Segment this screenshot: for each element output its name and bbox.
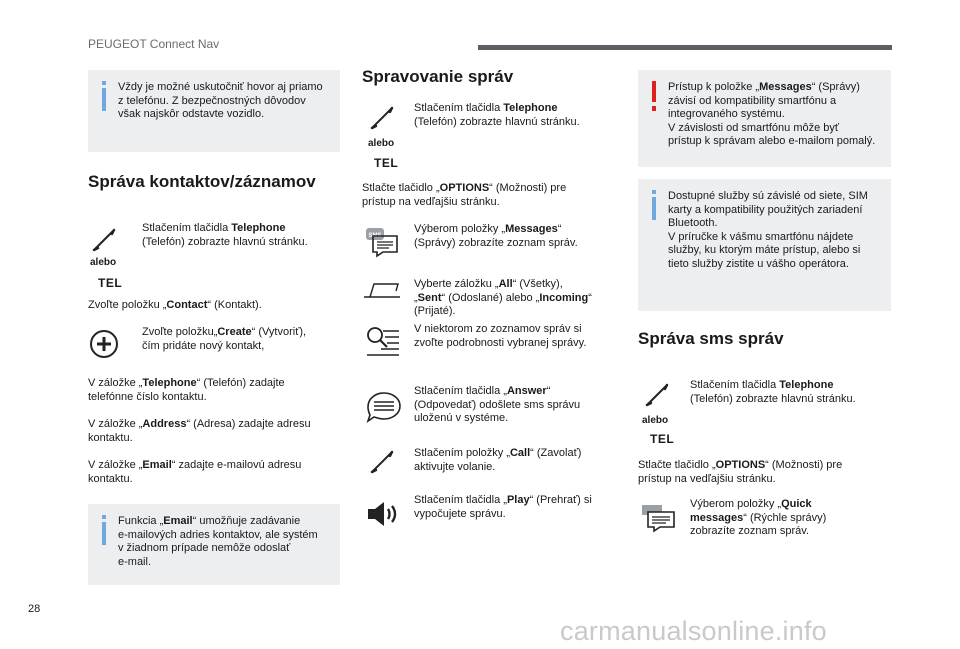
tab-icon (362, 281, 402, 299)
info-icon (98, 515, 110, 545)
sms-step-telephone: Stlačením tlačidla Telephone (Telefón) zobrazte hlavnú stránku. (690, 379, 856, 405)
section-heading-sms: Správa sms správ (638, 329, 784, 348)
messages-step-tabs: Vyberte záložku „All“ (Všetky), „Sent“ (Odoslané) alebo „Incoming“ (Prijaté). (414, 278, 592, 317)
info-note-services (638, 179, 891, 311)
sms-options: Stlačte tlačidlo „OPTIONS“ (Možnosti) pre prístup na vedľajšiu stránku. (638, 459, 843, 485)
contacts-tab-address: V záložke „Address“ (Adresa) zadajte adresu kontaktu. (88, 418, 311, 444)
sms-icon (365, 226, 401, 258)
messages-step-details: V niektorom zo zoznamov správ si zvoľte podrobnosti vybranej správy. (414, 323, 587, 349)
info-icon (98, 81, 110, 111)
tel-button-label: TEL (98, 276, 123, 290)
call-icon (368, 448, 396, 476)
messages-step-select: Výberom položky „Messages“ (Správy) zobrazíte zoznam správ. (414, 223, 578, 249)
page-number: 28 (28, 603, 41, 615)
tel-button-label: TEL (374, 156, 399, 170)
info-note-text: Dostupné služby sú závislé od siete, SIM karty a kompatibility použitých zariadení Bluetooth. V príručke k vášmu smartfónu nájdete služby, ku ktorým máte prístup, alebo si tieto služby zistite u vášho operátora. (668, 190, 868, 270)
speaker-icon (366, 500, 402, 528)
info-note-email (88, 504, 340, 585)
contacts-select-contact: Zvoľte položku „Contact“ (Kontakt). (88, 299, 262, 311)
warning-note-text: Prístup k položke „Messages“ (Správy) závisí od kompatibility smartfónu a integrovaného systému. V závislosti od smartfónu môže byť prístup k správam alebo e-mailom pomalý. (668, 81, 876, 147)
phone-icon (90, 226, 118, 254)
messages-step-call: Stlačením položky „Call“ (Zavolať) aktivujte volanie. (414, 447, 582, 473)
add-icon (89, 329, 119, 359)
info-icon (648, 190, 660, 220)
watermark: carmanualsonline.info (560, 616, 827, 646)
section-heading-messages: Spravovanie správ (362, 67, 514, 86)
contacts-step-telephone: Stlačením tlačidla Telephone (Telefón) zobrazte hlavnú stránku. (142, 222, 308, 248)
tel-button-label: TEL (650, 432, 675, 446)
alebo-label: alebo (90, 257, 117, 268)
alebo-label: alebo (642, 415, 669, 426)
contacts-tab-telephone: V záložke „Telephone“ (Telefón) zadajte telefónne číslo kontaktu. (88, 377, 285, 403)
quick-messages-icon (640, 503, 676, 533)
sms-step-quick: Výberom položky „Quick messages“ (Rýchle správy) zobrazíte zoznam správ. (690, 498, 827, 537)
warning-icon (648, 81, 660, 111)
messages-step-play: Stlačením tlačidla „Play“ (Prehrať) si vypočujete správu. (414, 494, 592, 520)
alebo-label: alebo (368, 138, 395, 149)
contacts-step-create: Zvoľte položku„Create“ (Vytvoriť), čím pridáte nový kontakt, (142, 326, 307, 352)
reply-icon (364, 391, 404, 423)
info-note-top (88, 70, 340, 152)
messages-step-answer: Stlačením tlačidla „Answer“ (Odpovedať) odošlete sms správu uloženú v systéme. (414, 385, 581, 424)
messages-step-telephone: Stlačením tlačidla Telephone (Telefón) zobrazte hlavnú stránku. (414, 102, 580, 128)
running-header: PEUGEOT Connect Nav (88, 37, 220, 51)
info-note-text: Funkcia „Email“ umožňuje zadávanie e-mailových adries kontaktov, ale systém v žiadnom prípade nemôže odoslať e-mail. (118, 515, 318, 568)
section-heading-contacts: Správa kontaktov/záznamov (88, 172, 316, 191)
phone-icon (368, 104, 396, 132)
info-note-text: Vždy je možné uskutočniť hovor aj priamo z telefónu. Z bezpečnostných dôvodov však najskôr odstavte vozidlo. (118, 81, 323, 120)
header-bar (478, 45, 892, 50)
sms-icon-label: SMS (368, 233, 382, 239)
details-icon (365, 325, 401, 361)
messages-options: Stlačte tlačidlo „OPTIONS“ (Možnosti) pre prístup na vedľajšiu stránku. (362, 182, 567, 208)
contacts-tab-email: V záložke „Email“ zadajte e-mailovú adresu kontaktu. (88, 459, 302, 485)
warning-note (638, 70, 891, 167)
phone-icon (643, 381, 671, 409)
